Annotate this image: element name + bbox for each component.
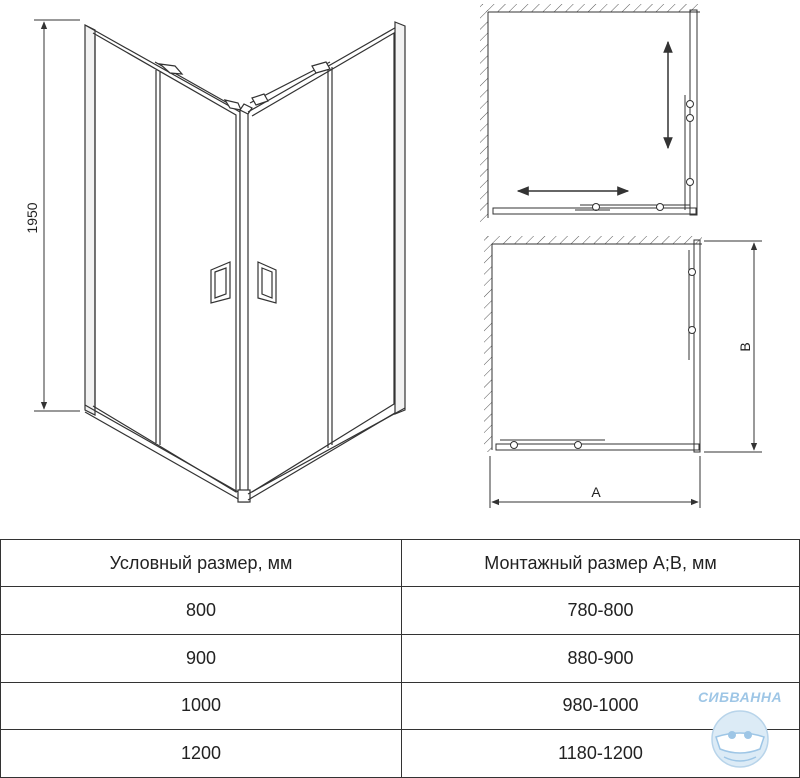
header-nominal-size: Условный размер, мм	[1, 540, 402, 587]
right-panel	[248, 22, 405, 500]
header-mounting-size: Монтажный размер А;В, мм	[402, 540, 800, 587]
mounting-size-cell: 1180-1200	[402, 730, 800, 778]
watermark-brand-text: СИБВАННА	[697, 689, 783, 705]
nominal-size-cell: 800	[1, 587, 402, 635]
table-row	[1, 730, 800, 778]
brand-watermark	[684, 681, 796, 776]
table-row	[1, 682, 800, 730]
mounting-size-cell: 880-900	[402, 634, 800, 682]
table-header-row	[1, 540, 800, 587]
plan-view-dimensions	[484, 236, 762, 508]
size-table	[0, 539, 800, 778]
mounting-size-cell: 780-800	[402, 587, 800, 635]
nominal-size-cell: 1000	[1, 682, 402, 730]
height-dimension	[34, 20, 80, 411]
bathtub-logo-icon	[706, 707, 774, 771]
nominal-size-cell: 900	[1, 634, 402, 682]
table-row	[1, 587, 800, 635]
dimension-b-label: B	[737, 342, 753, 352]
left-panel	[85, 25, 241, 500]
plan-view-sliding	[480, 4, 700, 222]
mounting-size-cell: 980-1000	[402, 682, 800, 730]
nominal-size-cell: 1200	[1, 730, 402, 778]
height-label: 1950	[24, 202, 40, 234]
table-row	[1, 634, 800, 682]
corner-post	[238, 104, 252, 502]
enclosure-3d-view	[85, 22, 405, 502]
dimension-a-label: A	[591, 484, 601, 500]
